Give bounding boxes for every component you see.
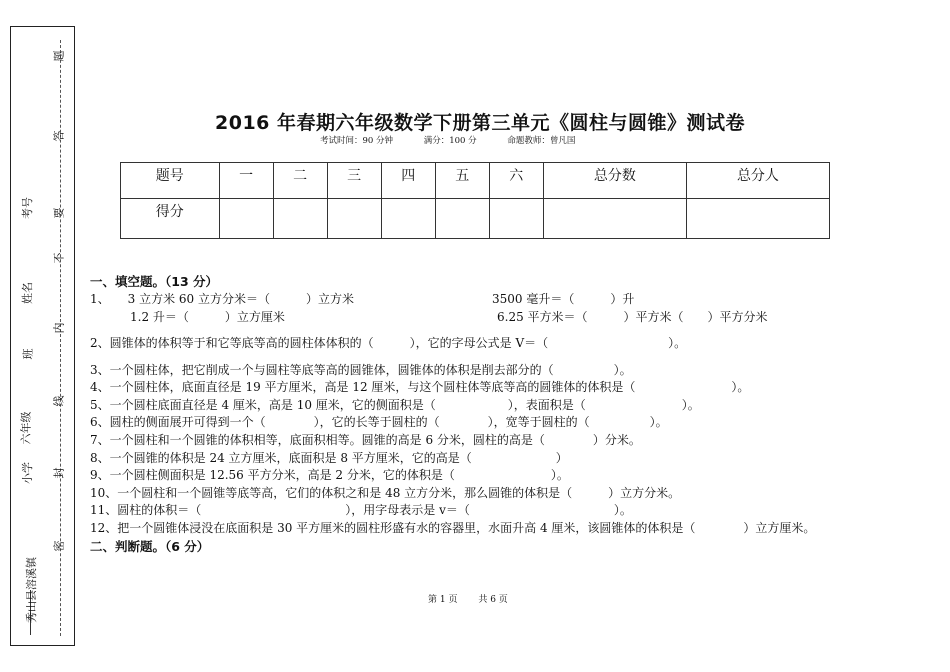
question-9: 9、一个圆柱侧面积是 12.56 平方分米，高是 2 分米，它的体积是（ ）。 bbox=[90, 468, 569, 482]
score-cell[interactable] bbox=[327, 199, 381, 239]
seal-char: 答 bbox=[52, 130, 66, 142]
section-1-title: 一、填空题。（13 分） bbox=[90, 274, 218, 289]
exam-time: 考试时间：90 分钟 bbox=[320, 136, 394, 146]
section-2-title: 二、判断题。（6 分） bbox=[90, 539, 210, 554]
score-cell[interactable] bbox=[435, 199, 489, 239]
score-header-cell: 三 bbox=[327, 163, 381, 199]
score-cell[interactable] bbox=[543, 199, 686, 239]
score-table-header-row bbox=[121, 163, 830, 199]
score-header-cell: 总分数 bbox=[543, 163, 686, 199]
page-footer bbox=[428, 592, 526, 605]
seal-char: 封 bbox=[52, 467, 66, 479]
grade-label: 六年级 bbox=[19, 411, 33, 445]
question-11: 11、圆柱的体积＝（ ），用字母表示是 v＝（ ）。 bbox=[90, 503, 632, 517]
question-6: 6、圆柱的侧面展开可得到一个（ ），它的长等于圆柱的（ ），宽等于圆柱的（ ）。 bbox=[90, 415, 668, 429]
school-label: 秀山县溶溪镇 bbox=[25, 557, 38, 623]
score-table bbox=[120, 162, 830, 239]
question-1b-right: 6.25 平方米＝（ ）平方米（ ）平方分米 bbox=[497, 310, 768, 324]
score-cell[interactable] bbox=[381, 199, 435, 239]
score-cell[interactable] bbox=[686, 199, 829, 239]
question-10: 10、一个圆柱和一个圆锥等底等高，它们的体积之和是 48 立方分米，那么圆锥的体积是（ ）立方分米。 bbox=[90, 486, 681, 500]
score-header-cell: 二 bbox=[273, 163, 327, 199]
question-4: 4、一个圆柱体，底面直径是 19 平方厘米，高是 12 厘米，与这个圆柱体等底等高的圆锥体的体积是（ ）。 bbox=[90, 380, 750, 394]
question-12: 12、把一个圆锥体浸没在底面积是 30 平方厘米的圆柱形盛有水的容器里，水面升高 4 厘米，该圆锥体的体积是（ ）立方厘米。 bbox=[90, 521, 816, 535]
question-1a-left: 1、 3 立方米 60 立方分米＝（ ）立方米 bbox=[90, 292, 354, 306]
exam-title: 2016 年春期六年级数学下册第三单元《圆柱与圆锥》测试卷 bbox=[215, 112, 745, 134]
class-label: 班 bbox=[21, 348, 35, 360]
exam-full-score: 满分：100 分 bbox=[423, 136, 477, 146]
question-5: 5、一个圆柱底面直径是 4 厘米，高是 10 厘米，它的侧面积是（ ），表面积是（ ）。 bbox=[90, 398, 700, 412]
score-table-score-row bbox=[121, 199, 830, 239]
score-header-cell: 五 bbox=[435, 163, 489, 199]
score-header-cell: 六 bbox=[489, 163, 543, 199]
question-3: 3、一个圆柱体，把它削成一个与圆柱等底等高的圆锥体，圆锥体的体积是削去部分的（ ）。 bbox=[90, 363, 632, 377]
score-cell[interactable] bbox=[219, 199, 273, 239]
score-header-cell: 题号 bbox=[121, 163, 220, 199]
exam-teacher: 命题教师：曾凡国 bbox=[507, 136, 576, 146]
score-cell[interactable] bbox=[273, 199, 327, 239]
seal-char: 内 bbox=[52, 322, 66, 334]
score-row-label: 得分 bbox=[121, 199, 220, 239]
seal-char: 题 bbox=[52, 50, 66, 62]
seal-char: 线 bbox=[52, 395, 66, 407]
score-header-cell: 总分人 bbox=[686, 163, 829, 199]
score-header-cell: 一 bbox=[219, 163, 273, 199]
seal-char: 要 bbox=[52, 207, 66, 219]
seal-char: 密 bbox=[52, 540, 66, 552]
score-cell[interactable] bbox=[489, 199, 543, 239]
page-total: 共 6 页 bbox=[478, 595, 508, 605]
question-1b-left: 1.2 升＝（ ）立方厘米 bbox=[130, 310, 285, 324]
question-2: 2、圆锥体的体积等于和它等底等高的圆柱体体积的（ ），它的字母公式是 V＝（ ）。 bbox=[90, 336, 687, 350]
name-label: 姓名 bbox=[21, 282, 34, 304]
school-suffix: 小学 bbox=[21, 462, 34, 484]
seal-char: 不 bbox=[52, 252, 66, 264]
question-1a-right: 3500 毫升＝（ ）升 bbox=[492, 292, 635, 306]
question-8: 8、一个圆锥的体积是 24 立方厘米，底面积是 8 平方厘米，它的高是（ ） bbox=[90, 451, 568, 465]
question-7: 7、一个圆柱和一个圆锥的体积相等，底面积相等。圆锥的高是 6 分米，圆柱的高是（ ）分米。 bbox=[90, 433, 641, 447]
exam-info bbox=[320, 134, 603, 146]
page-number: 第 1 页 bbox=[428, 595, 458, 605]
score-header-cell: 四 bbox=[381, 163, 435, 199]
number-label: 考号 bbox=[21, 197, 34, 219]
